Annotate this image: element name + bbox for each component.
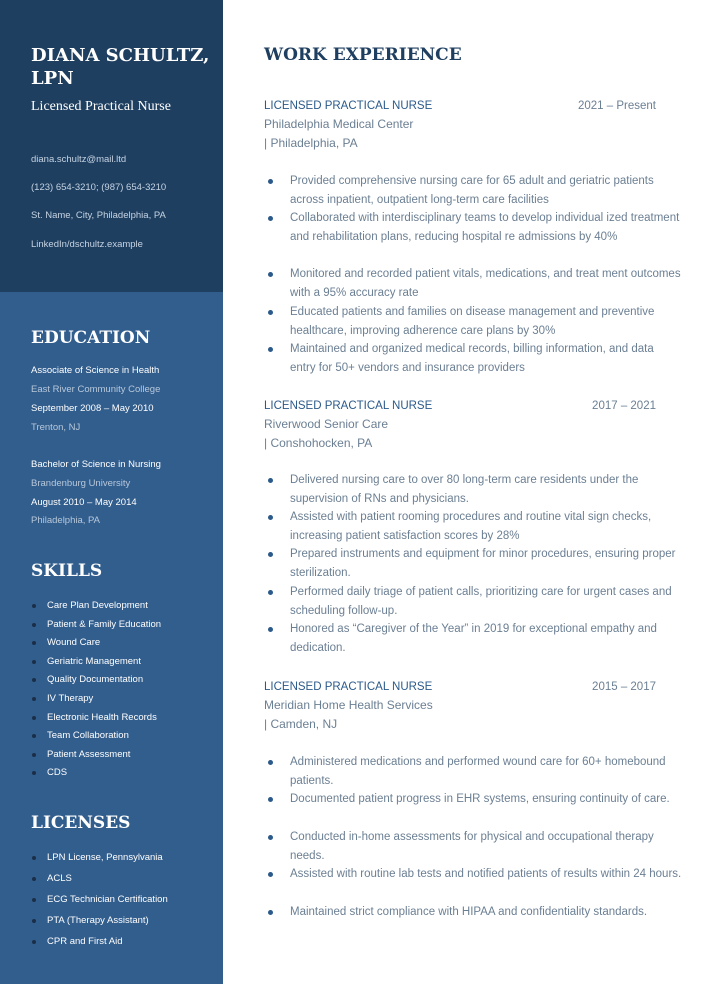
- skill-item: Wound Care: [31, 637, 100, 649]
- job-bullet: Assisted with routine lab tests and notified patients of results within 24 hours.: [290, 865, 682, 884]
- job-bullet: Administered medications and performed wound care for 60+ homebound patients.: [290, 753, 682, 790]
- job-bullet: Monitored and recorded patient vitals, medications, and treat ment outcomes with a 95% accuracy rate: [290, 265, 682, 302]
- contact-phone: (123) 654-3210; (987) 654-3210: [31, 182, 167, 193]
- skill-item: Patient & Family Education: [31, 619, 161, 631]
- job-dates: 2017 – 2021: [592, 400, 656, 412]
- job-title: LICENSED PRACTICAL NURSE: [264, 400, 433, 412]
- job-company: Meridian Home Health Services: [264, 698, 433, 712]
- education-location: Trenton, NJ: [31, 422, 81, 433]
- skills-heading: SKILLS: [31, 561, 103, 581]
- job-location: | Camden, NJ: [264, 717, 338, 731]
- contact-address: St. Name, City, Philadelphia, PA: [31, 210, 166, 221]
- candidate-name: DIANA SCHULTZ, LPN: [31, 45, 210, 89]
- licenses-heading: LICENSES: [31, 813, 131, 833]
- job-title: LICENSED PRACTICAL NURSE: [264, 100, 433, 112]
- job-dates: 2021 – Present: [577, 100, 656, 112]
- job-location: | Philadelphia, PA: [264, 136, 358, 150]
- job-title: LICENSED PRACTICAL NURSE: [264, 681, 433, 693]
- education-location: Philadelphia, PA: [31, 515, 101, 526]
- education-degree: Bachelor of Science in Nursing: [31, 459, 161, 470]
- job-company: Philadelphia Medical Center: [264, 117, 414, 131]
- job-bullet: Conducted in-home assessments for physical and occupational therapy needs.: [290, 828, 682, 865]
- skill-item: Quality Documentation: [31, 674, 143, 686]
- job-bullet: Maintained and organized medical records, billing information, and data entry for 50+ vendors and insurance providers: [290, 340, 682, 377]
- job-bullet: Delivered nursing care to over 80 long-term care residents under the supervision of RNs and physicians.: [290, 471, 682, 508]
- license-item: PTA (Therapy Assistant): [31, 915, 149, 927]
- job-location: | Conshohocken, PA: [264, 436, 373, 450]
- education-heading: EDUCATION: [31, 328, 151, 348]
- candidate-title: Licensed Practical Nurse: [31, 99, 171, 114]
- job-bullet: Honored as “Caregiver of the Year” in 2019 for exceptional empathy and dedication.: [290, 620, 682, 657]
- contact-linkedin: LinkedIn/dschultz.example: [31, 239, 143, 250]
- work-experience-heading: WORK EXPERIENCE: [264, 45, 462, 65]
- contact-email: diana.schultz@mail.ltd: [31, 154, 127, 165]
- skill-item: Patient Assessment: [31, 749, 130, 761]
- skill-item: Team Collaboration: [31, 730, 129, 742]
- education-dates: September 2008 – May 2010: [31, 403, 154, 414]
- skill-item: CDS: [31, 767, 67, 779]
- license-item: CPR and First Aid: [31, 936, 123, 948]
- job-bullet: Educated patients and families on disease management and preventive healthcare, improving adherence care plans by 30%: [290, 303, 682, 340]
- education-degree: Associate of Science in Health: [31, 365, 160, 376]
- job-bullet: Performed daily triage of patient calls, prioritizing care for urgent cases and scheduling follow-up.: [290, 583, 682, 620]
- job-bullet: Assisted with patient rooming procedures and routine vital sign checks, increasing patient satisfaction scores by 28%: [290, 508, 682, 545]
- license-item: LPN License, Pennsylvania: [31, 852, 163, 864]
- education-dates: August 2010 – May 2014: [31, 497, 137, 508]
- skill-item: Electronic Health Records: [31, 712, 157, 724]
- job-company: Riverwood Senior Care: [264, 417, 389, 431]
- skill-item: Geriatric Management: [31, 656, 141, 668]
- license-item: ECG Technician Certification: [31, 894, 168, 906]
- education-school: Brandenburg University: [31, 478, 131, 489]
- license-item: ACLS: [31, 873, 72, 885]
- job-bullet: Provided comprehensive nursing care for 65 adult and geriatric patients across inpatient, outpatient long-term care facilities: [290, 172, 682, 209]
- job-dates: 2015 – 2017: [592, 681, 656, 693]
- job-bullet: Prepared instruments and equipment for minor procedures, ensuring proper sterilization.: [290, 545, 682, 582]
- job-bullet: Documented patient progress in EHR systems, ensuring continuity of care.: [290, 790, 682, 809]
- skill-item: Care Plan Development: [31, 600, 148, 612]
- education-school: East River Community College: [31, 384, 161, 395]
- job-bullet: Collaborated with interdisciplinary teams to develop individual ized treatment and rehabilitation plans, reducing hospital re admissions by 40%: [290, 209, 682, 246]
- skill-item: IV Therapy: [31, 693, 93, 705]
- job-bullet: Maintained strict compliance with HIPAA and confidentiality standards.: [290, 903, 682, 922]
